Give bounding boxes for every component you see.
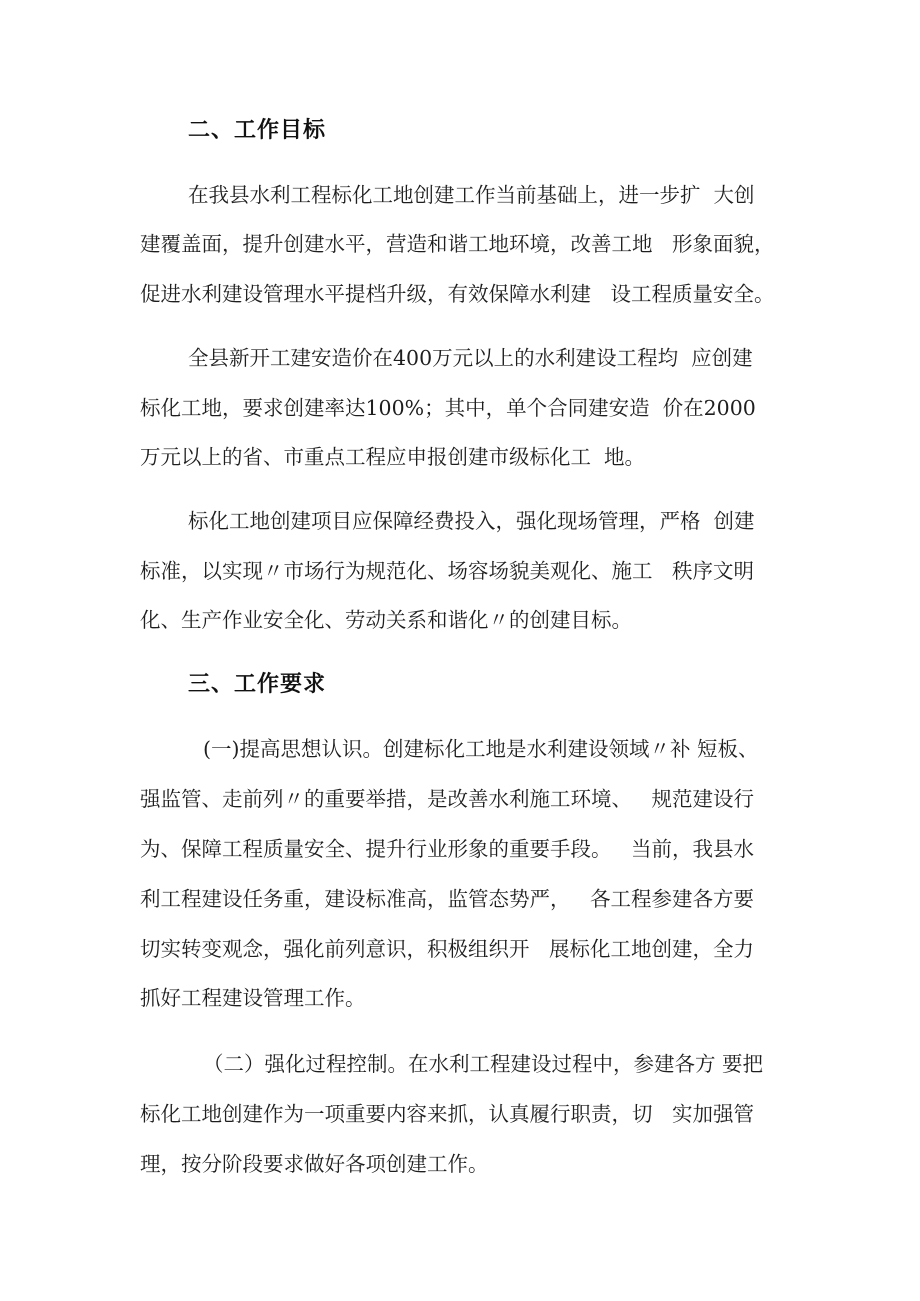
paragraph-line: 万元以上的省、市重点工程应申报创建市级标化工 地。 xyxy=(140,445,646,469)
paragraph-line: 强监管、走前列〃的重要举措，是改善水利施工环境、 规范建设行 xyxy=(140,787,755,811)
paragraph-line: 为、保障工程质量安全、提升行业形象的重要手段。 当前，我县水 xyxy=(140,837,755,861)
paragraph-line: 全县新开工建安造价在400万元以上的水利建设工程均 应创建 xyxy=(188,346,753,370)
section-heading-goals: 二、工作目标 xyxy=(188,118,327,143)
paragraph-line: (一)提高思想认识。创建标化工地是水利建设领域〃补 短板、 xyxy=(203,737,759,761)
paragraph-line: 促进水利建设管理水平提档升级，有效保障水利建 设工程质量安全。 xyxy=(140,282,775,306)
paragraph-line: （二）强化过程控制。在水利工程建设过程中，参建各方 要把 xyxy=(203,1052,764,1076)
paragraph-line: 抓好工程建设管理工作。 xyxy=(140,986,366,1010)
paragraph-line: 切实转变观念，强化前列意识，积极组织开 展标化工地创建，全力 xyxy=(140,937,755,961)
paragraph-line: 在我县水利工程标化工地创建工作当前基础上，进一步扩 大创 xyxy=(188,183,755,207)
paragraph-line: 标化工地，要求创建率达100%；其中，单个合同建安造 价在2000 xyxy=(140,396,756,420)
paragraph-line: 理，按分阶段要求做好各项创建工作。 xyxy=(140,1152,489,1176)
section-heading-requirements: 三、工作要求 xyxy=(188,672,327,697)
paragraph-line: 利工程建设任务重，建设标准高，监管态势严， 各工程参建各方要 xyxy=(140,887,755,911)
paragraph-line: 标化工地创建项目应保障经费投入，强化现场管理，严格 创建 xyxy=(188,509,755,533)
paragraph-line: 标化工地创建作为一项重要内容来抓，认真履行职责，切 实加强管 xyxy=(140,1102,755,1126)
paragraph-line: 标准，以实现〃市场行为规范化、场容场貌美观化、施工 秩序文明 xyxy=(140,559,755,583)
paragraph-line: 建覆盖面，提升创建水平，营造和谐工地环境，改善工地 形象面貌， xyxy=(140,232,775,256)
paragraph-line: 化、生产作业安全化、劳动关系和谐化〃的创建目标。 xyxy=(140,608,632,632)
